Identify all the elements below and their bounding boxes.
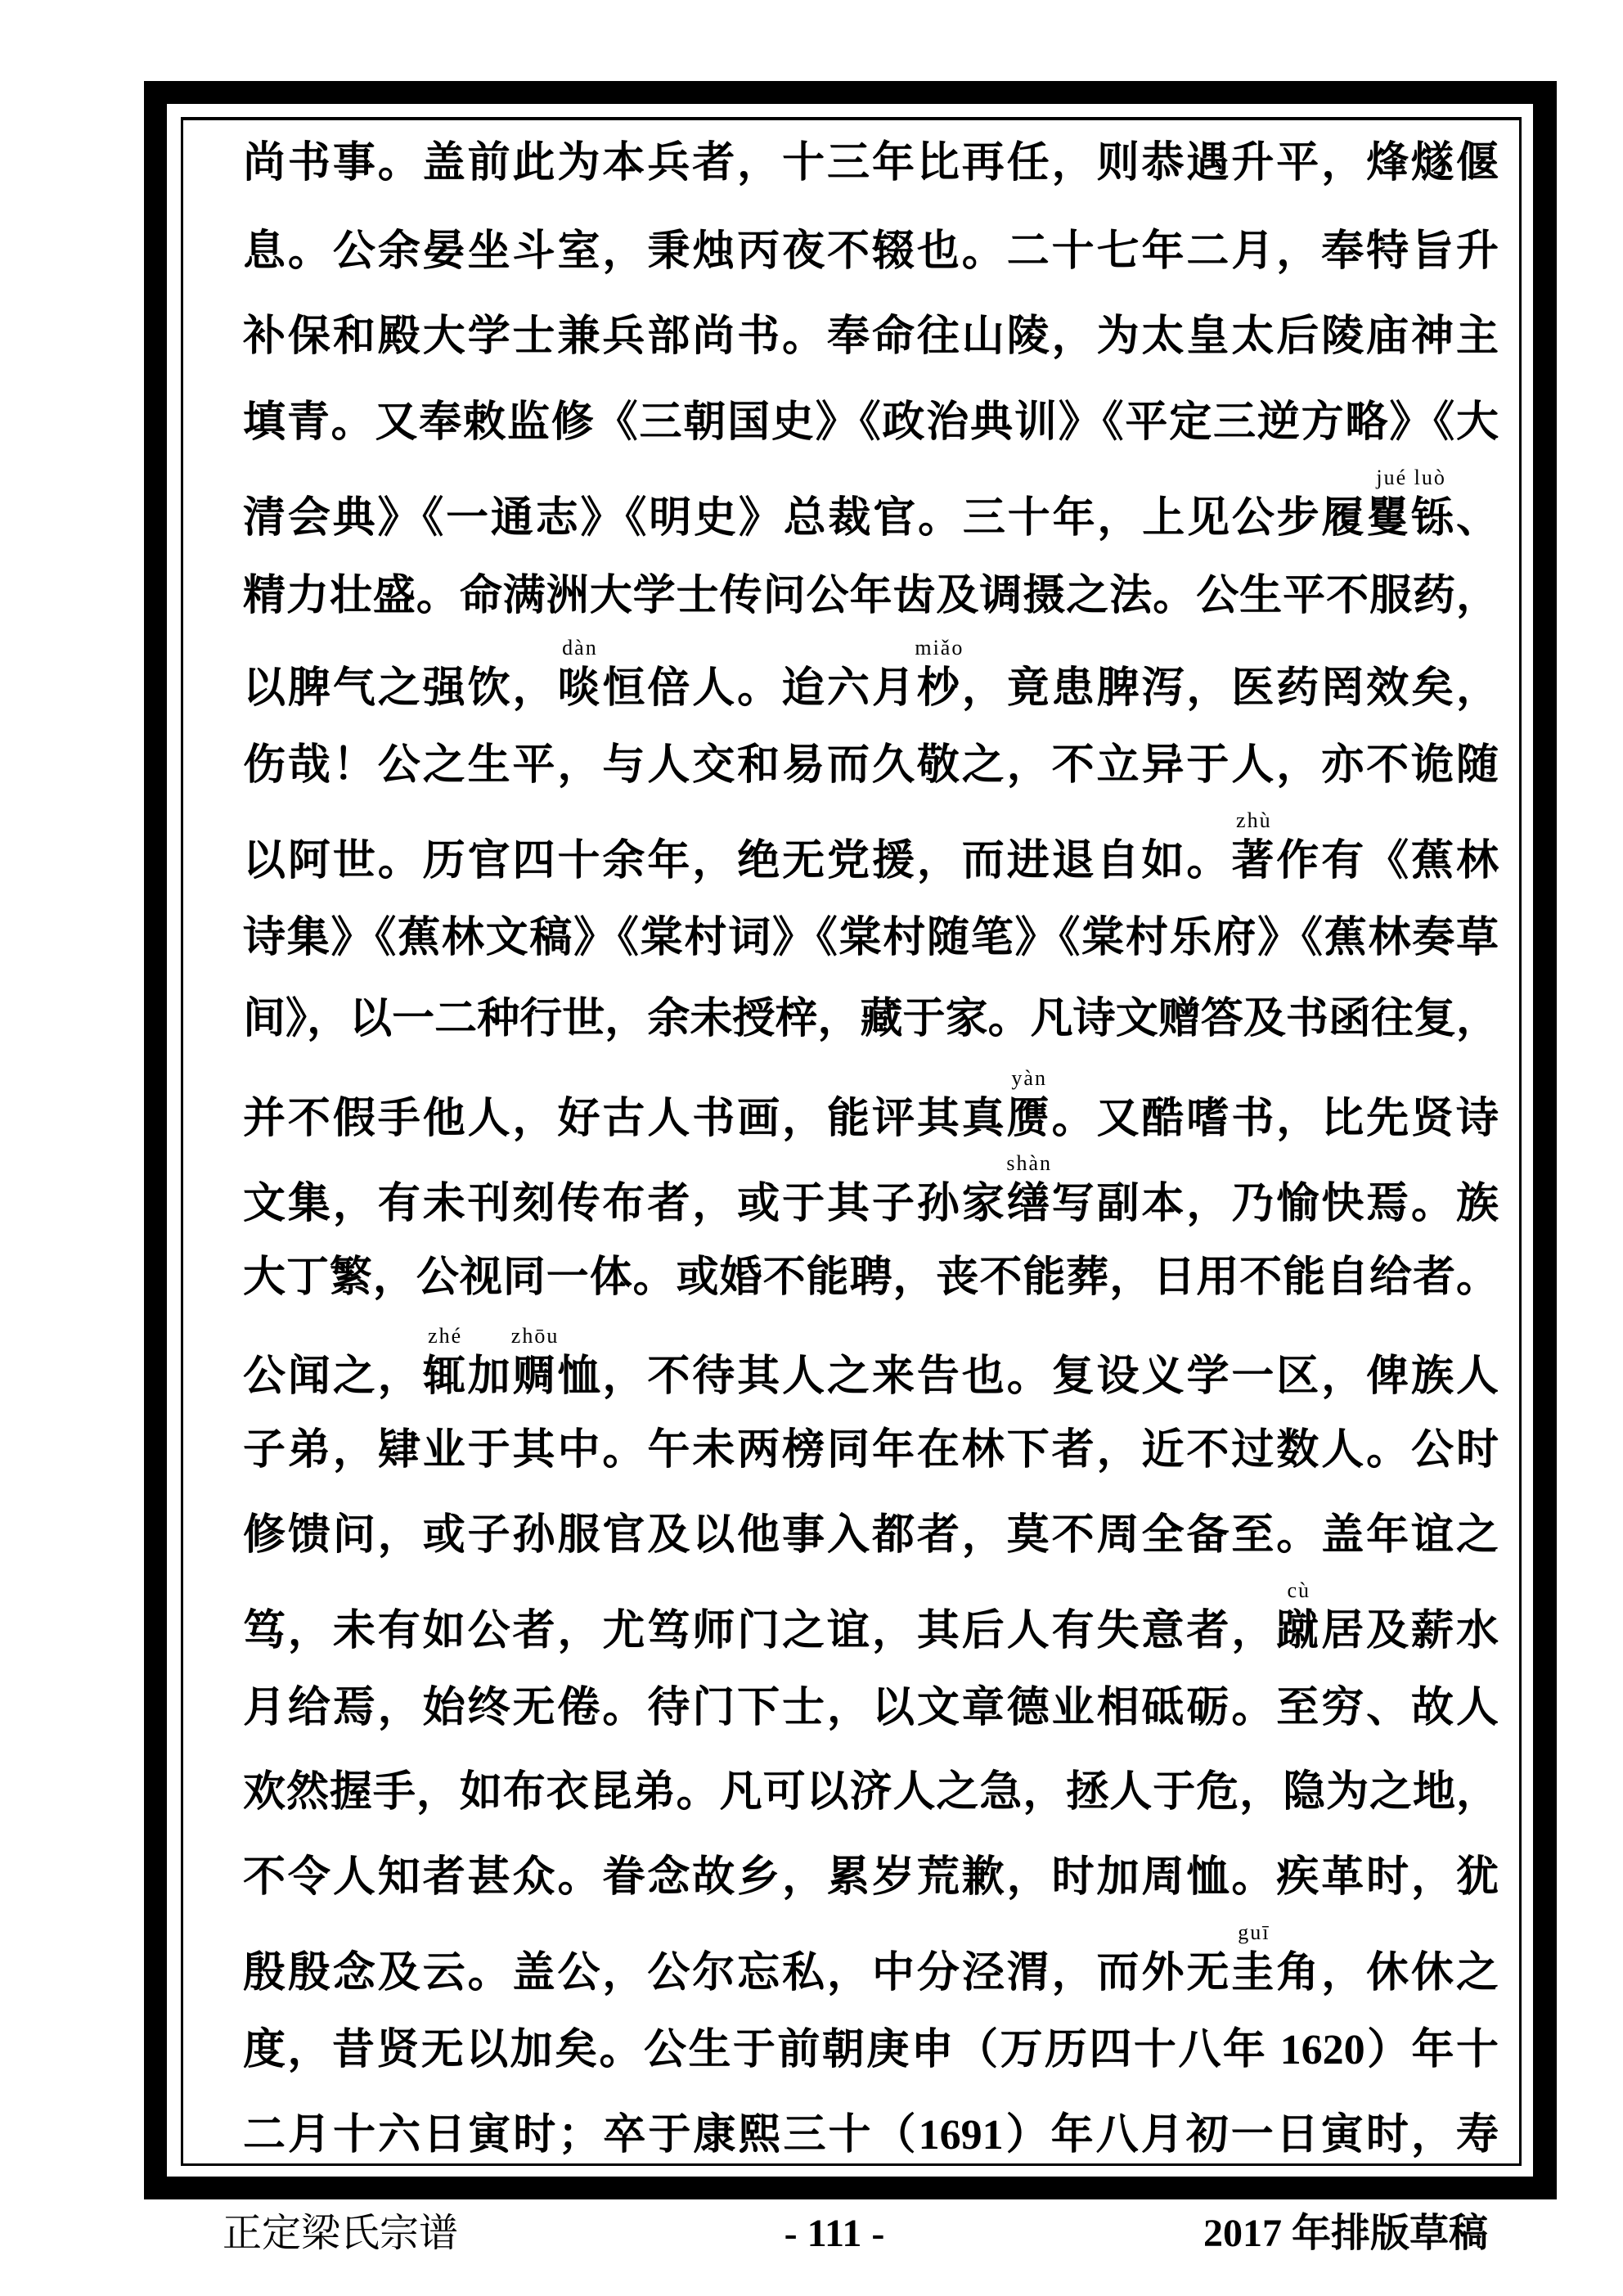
annotated-base: 缮 xyxy=(1006,1181,1052,1227)
annotated-base: 著 xyxy=(1231,838,1277,885)
text-run: 二月十六日寅时；卒于康熙三十（1691）年八月初一日寅时，寿 xyxy=(243,2112,1499,2159)
pinyin-annotation: guī xyxy=(1238,1920,1270,1944)
text-run: 作有《蕉林 xyxy=(1276,838,1499,885)
text-run: 精力壮盛。命满洲大学士传问公年齿及调摄之法。公生平不服药， xyxy=(243,573,1499,619)
text-run: ，竟患脾泻，医药罔效矣， xyxy=(961,665,1499,712)
text-line xyxy=(243,2106,1499,2165)
pinyin-annotation: zhōu xyxy=(510,1324,560,1348)
text-run: 月给焉，始终无倦。待门下士，以文章德业相砥砺。至穷、故人 xyxy=(243,1685,1499,1731)
text-line xyxy=(243,1066,1499,1149)
text-run: 不令人知者甚众。眷念故乡，累岁荒歉，时加周恤。疾革时，犹 xyxy=(243,1854,1499,1901)
text-run: 度，昔贤无以加矣。公生于前朝庚申（万历四十八年 1620）年十 xyxy=(243,2027,1499,2073)
annotated-base: 矍铄 xyxy=(1366,495,1456,542)
text-line xyxy=(243,636,1499,718)
text-run: 殷殷念及云。盖公，公尔忘私，中分泾渭，而外无 xyxy=(243,1950,1232,1997)
text-run: 。又酷嗜书，比先贤诗 xyxy=(1051,1096,1499,1142)
annotated-base: 赒 xyxy=(512,1353,558,1400)
text-line xyxy=(243,223,1499,281)
pinyin-annotation: jué luò xyxy=(1376,466,1446,489)
footer-book-title: 正定梁氏宗谱 xyxy=(223,2212,459,2255)
text-run: 间》，以一二种行世，余未授梓，藏于家。凡诗文赠答及书函往复， xyxy=(243,996,1499,1042)
text-line xyxy=(243,466,1499,548)
text-line xyxy=(243,808,1499,891)
text-line xyxy=(243,567,1499,626)
text-run: 写副本，乃愉快焉。族 xyxy=(1051,1181,1499,1227)
text-run: 修馈问，或子孙服官及以他事入都者，莫不周全备至。盖年谊之 xyxy=(243,1512,1499,1559)
pinyin-annotation: zhé xyxy=(428,1324,463,1348)
pinyin-annotation: dàn xyxy=(562,636,598,660)
text-run: 诗集》《蕉林文稿》《棠村词》《棠村随笔》《棠村乐府》《蕉林奏草 xyxy=(243,915,1499,961)
text-line xyxy=(243,1324,1499,1407)
pinyin-annotation: shàn xyxy=(1006,1151,1053,1175)
text-line xyxy=(243,1848,1499,1907)
annotated-word xyxy=(557,636,603,712)
text-run: 以阿世。历官四十余年，绝无党援，而进退自如。 xyxy=(243,838,1232,885)
text-line xyxy=(243,990,1499,1049)
text-run: 以脾气之强饮， xyxy=(243,665,558,712)
annotated-base: 赝 xyxy=(1006,1096,1052,1142)
annotated-word xyxy=(1366,466,1456,542)
annotated-word xyxy=(1231,808,1277,885)
text-run: 恤，不待其人之来告也。复设义学一区，俾族人 xyxy=(557,1353,1499,1400)
text-line xyxy=(243,1679,1499,1738)
text-run: 文集，有未刊刻传布者，或于其子孙家 xyxy=(243,1181,1007,1227)
text-run: 子弟，肄业于其中。午未两榜同年在林下者，近不过数人。公时 xyxy=(243,1427,1499,1474)
footer-page-number: - 111 - xyxy=(784,2212,885,2255)
annotated-word xyxy=(1276,1578,1322,1654)
pinyin-annotation: miǎo xyxy=(915,636,964,660)
text-run: 欢然握手，如布衣昆弟。凡可以济人之急，拯人于危，隐为之地， xyxy=(243,1769,1499,1816)
text-line xyxy=(243,1151,1499,1234)
annotated-word xyxy=(1006,1151,1053,1227)
annotated-word xyxy=(1231,1920,1277,1997)
annotated-word xyxy=(422,1324,468,1400)
text-run: 息。公余晏坐斗室，秉烛丙夜不辍也。二十七年二月，奉特旨升 xyxy=(243,228,1499,275)
pinyin-annotation: cù xyxy=(1287,1578,1311,1602)
text-run: 角，休休之 xyxy=(1276,1950,1499,1997)
text-line xyxy=(243,1763,1499,1822)
text-run: 公闻之， xyxy=(243,1353,423,1400)
footer-draft-note: 2017 年排版草稿 xyxy=(1203,2212,1488,2255)
annotated-base: 蹴 xyxy=(1276,1608,1322,1654)
text-line xyxy=(243,1506,1499,1565)
text-line xyxy=(243,2021,1499,2080)
text-run: 居及薪水 xyxy=(1321,1608,1499,1654)
annotated-base: 啖 xyxy=(557,665,603,712)
text-run: 尚书事。盖前此为本兵者，十三年比再任，则恭遇升平，烽燧偃 xyxy=(243,140,1499,187)
text-run: 清会典》《一通志》《明史》总裁官。三十年，上见公步履 xyxy=(243,495,1367,542)
annotated-word xyxy=(510,1324,560,1400)
text-run: 笃，未有如公者，尤笃师门之谊，其后人有失意者， xyxy=(243,1608,1277,1654)
text-line xyxy=(243,1421,1499,1480)
text-line xyxy=(243,394,1499,452)
text-run: 填青。又奉敕监修《三朝国史》《政治典训》《平定三逆方略》《大 xyxy=(243,399,1499,446)
text-run: 并不假手他人，好古人书画，能评其真 xyxy=(243,1096,1007,1142)
text-line xyxy=(243,1249,1499,1308)
annotated-base: 辄 xyxy=(422,1353,468,1400)
text-run: 伤哉！公之生平，与人交和易而久敬之，不立异于人，亦不诡随 xyxy=(243,742,1499,789)
annotated-base: 圭 xyxy=(1231,1950,1277,1997)
text-line xyxy=(243,1578,1499,1661)
text-line xyxy=(243,134,1499,193)
text-run: 恒倍人。迨六月 xyxy=(602,665,917,712)
text-line xyxy=(243,736,1499,795)
text-line xyxy=(243,909,1499,968)
pinyin-annotation: zhù xyxy=(1236,808,1272,832)
annotated-word xyxy=(1006,1066,1052,1142)
text-run: 加 xyxy=(467,1353,513,1400)
annotated-base: 杪 xyxy=(916,665,962,712)
text-line xyxy=(243,1920,1499,2003)
text-run: 大丁繁，公视同一体。或婚不能聘，丧不能葬，日用不能自给者。 xyxy=(243,1254,1499,1301)
annotated-word xyxy=(915,636,964,712)
text-run: 、 xyxy=(1455,495,1499,542)
text-line xyxy=(243,308,1499,367)
text-run: 补保和殿大学士兼兵部尚书。奉命往山陵，为太皇太后陵庙神主 xyxy=(243,313,1499,360)
pinyin-annotation: yàn xyxy=(1011,1066,1047,1090)
